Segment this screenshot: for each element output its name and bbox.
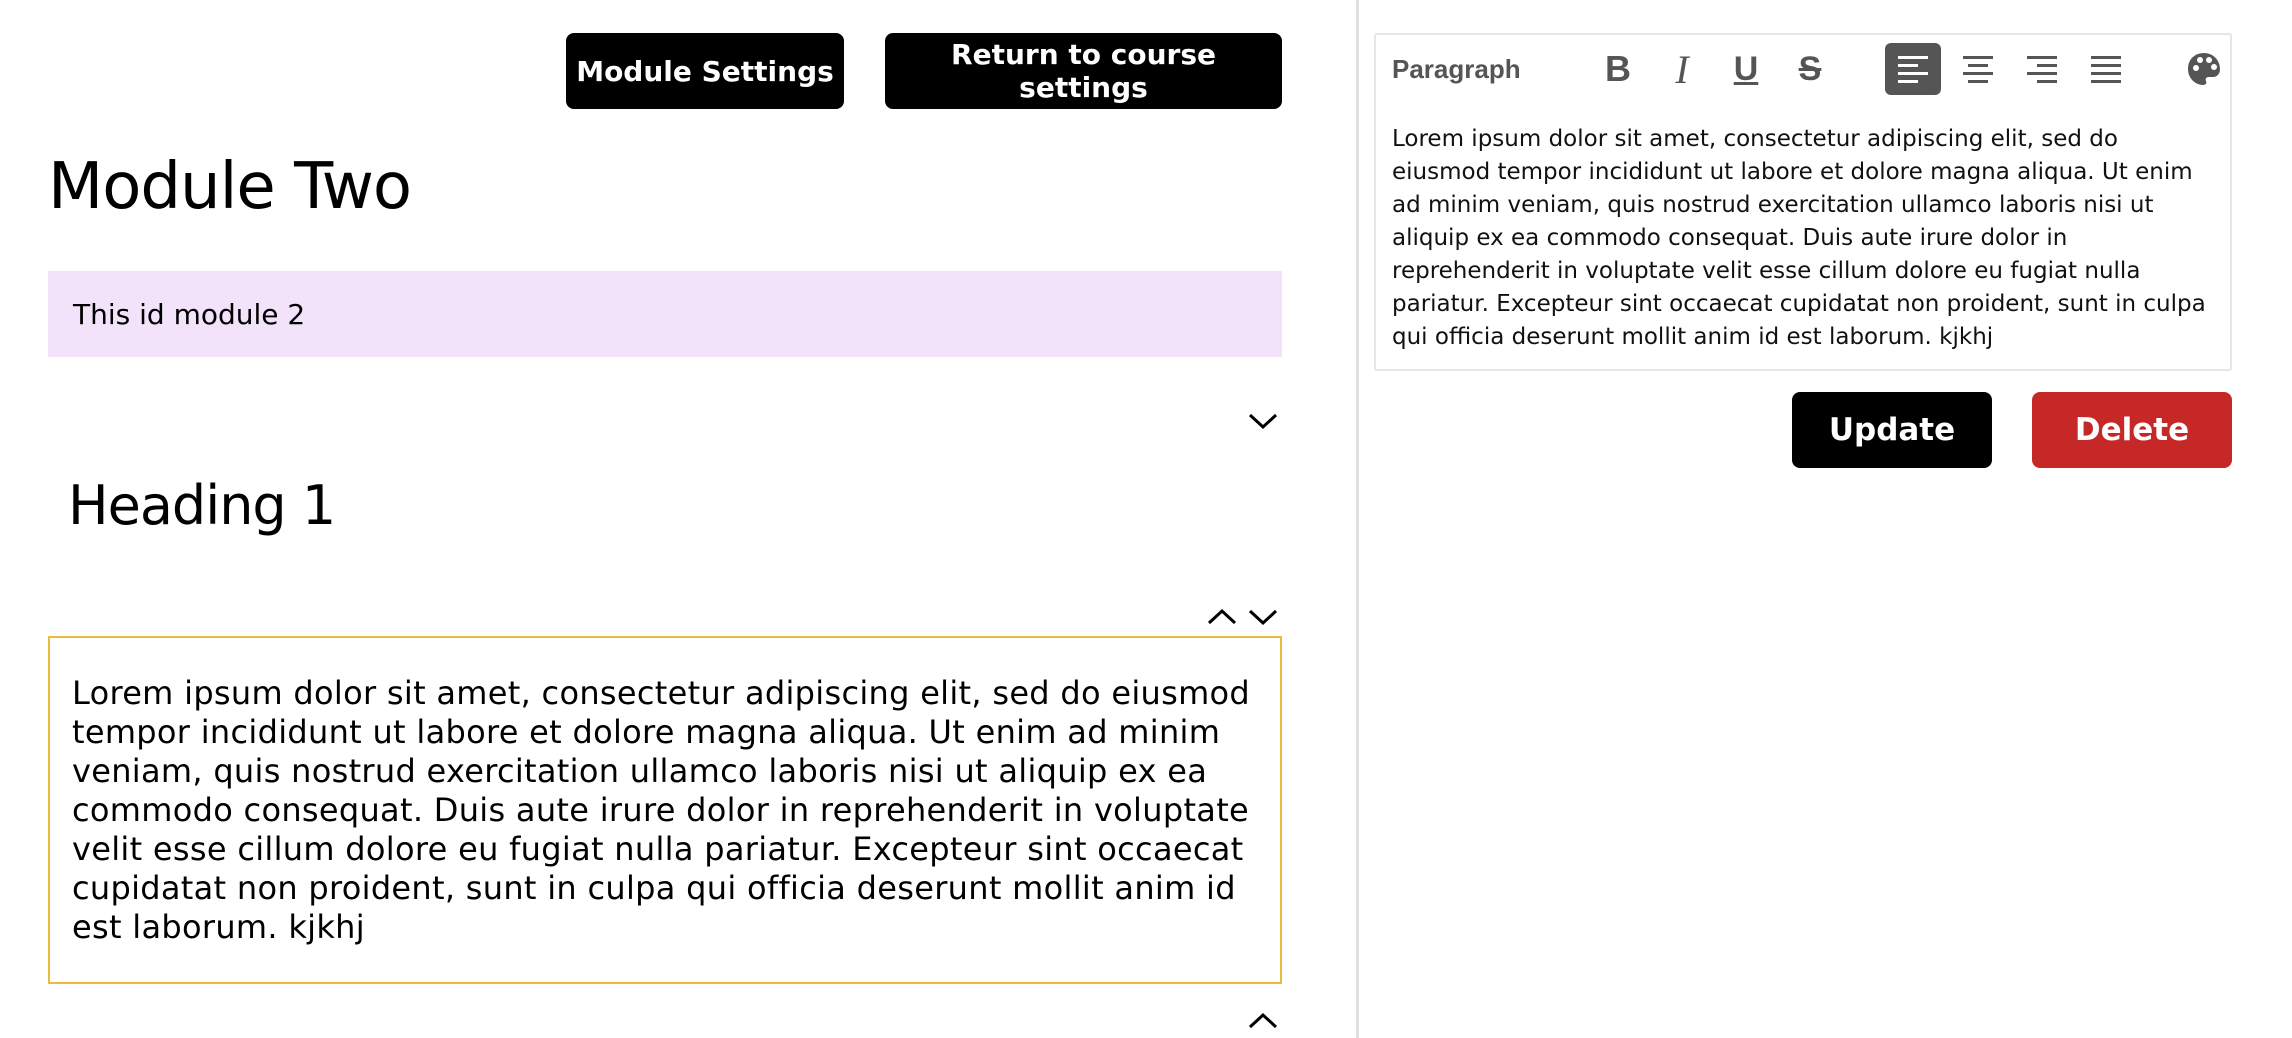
paragraph-block-text: Lorem ipsum dolor sit amet, consectetur adipiscing elit, sed do eiusmod tempor incididunt ut labore et dolore magna aliqua. Ut enim ad minim veniam, quis nostrud exercitation ullamco laboris nisi ut aliquip ex ea commodo consequat. Duis aute irure dolor in reprehenderit in voluptate velit esse cillum dolore eu fugiat nulla pariatur. Excepteur sint occaecat cupidatat non proident, sunt in culpa qui officia deserunt mollit anim id est laborum. kjkhj [72, 674, 1251, 946]
update-button[interactable]: Update [1792, 392, 1992, 468]
module-settings-button[interactable]: Module Settings [566, 33, 844, 109]
return-to-course-settings-button[interactable]: Return to course settings [885, 33, 1282, 109]
underline-button[interactable]: U [1733, 49, 1759, 88]
delete-button[interactable]: Delete [2032, 392, 2232, 468]
paragraph-block-selected[interactable] [48, 636, 1282, 984]
editor-content[interactable]: Lorem ipsum dolor sit amet, consectetur adipiscing elit, sed do eiusmod tempor incididunt ut labore et dolore magna aliqua. Ut enim ad minim veniam, quis nostrud exercitation ullamco laboris nisi ut aliquip ex ea commodo consequat. Duis aute irure dolor in reprehenderit in voluptate velit esse cillum dolore eu fugiat nulla pariatur. Excepteur sint occaecat cupidatat non proident, sunt in culpa qui officia deserunt mollit anim id est laborum. kjkhj [1392, 126, 2206, 350]
page-title: Module Two [48, 150, 412, 224]
chevron-down-icon[interactable] [1246, 604, 1280, 630]
module-description [48, 271, 1282, 357]
heading-block[interactable]: Heading 1 [68, 474, 336, 537]
editor-toolbar [1376, 35, 2230, 101]
bold-button[interactable]: B [1605, 48, 1631, 89]
pane-divider[interactable] [1356, 0, 1359, 1038]
palette-icon[interactable] [2182, 43, 2226, 95]
module-description-text: This id module 2 [73, 297, 306, 331]
strikethrough-button[interactable]: S [1798, 49, 1822, 88]
align-justify-icon[interactable] [2084, 43, 2128, 95]
chevron-up-icon[interactable] [1205, 604, 1239, 630]
chevron-up-icon[interactable] [1246, 1008, 1280, 1034]
align-center-icon[interactable] [1956, 43, 2000, 95]
chevron-down-icon[interactable] [1246, 408, 1280, 434]
italic-button[interactable]: I [1675, 46, 1689, 92]
rich-text-editor [1374, 33, 2232, 371]
align-right-icon[interactable] [2020, 43, 2064, 95]
align-left-icon[interactable] [1885, 43, 1941, 95]
block-format-select[interactable]: Paragraph [1392, 53, 1521, 84]
